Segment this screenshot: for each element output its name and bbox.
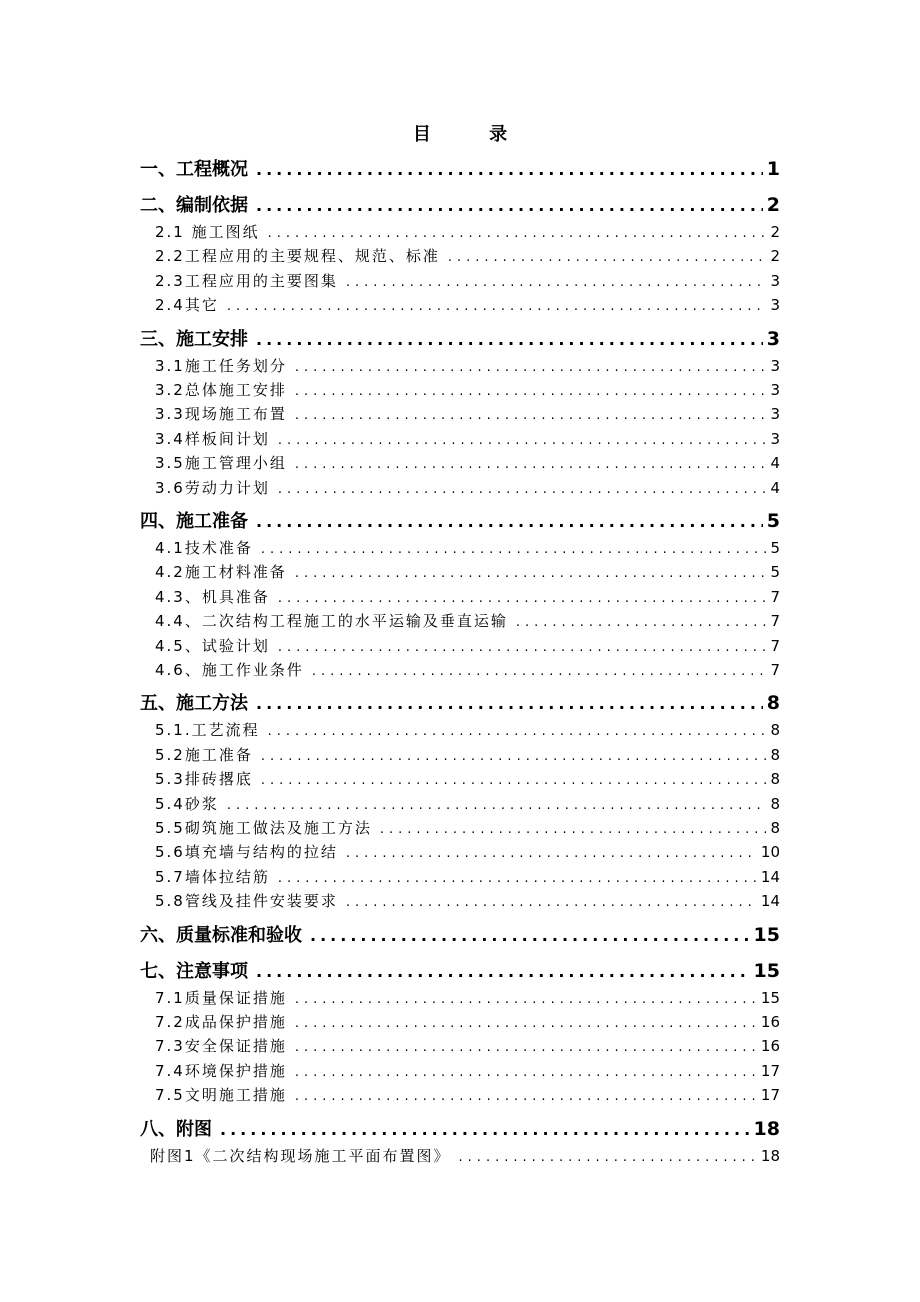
toc-page-number: 2 (770, 247, 780, 266)
toc-subentry[interactable] (0, 477, 920, 498)
dot-leader (295, 1065, 757, 1080)
toc-entry-label: 4.4、二次结构工程施工的水平运输及垂直运输 (155, 612, 508, 631)
toc-entry-label: 5.2施工准备 (155, 745, 253, 764)
dot-leader (448, 250, 766, 265)
toc-page-number: 4 (770, 454, 780, 473)
toc-entry-label: 5.5砌筑施工做法及施工方法 (155, 819, 372, 837)
toc-page-number: 15 (753, 959, 780, 982)
toc-subentry[interactable] (0, 659, 920, 680)
dot-leader (256, 160, 763, 179)
toc-entry-label: 一、工程概况 (140, 159, 248, 180)
toc-entry-label: 5.1.工艺流程 (155, 721, 260, 740)
dot-leader (256, 694, 763, 713)
dot-leader (227, 299, 766, 314)
toc-page-number: 3 (770, 405, 780, 424)
dot-leader (295, 566, 766, 581)
toc-heading-entry[interactable] (0, 921, 920, 947)
toc-subentry[interactable] (0, 1035, 920, 1056)
toc-entry-label: 4.1技术准备 (155, 539, 253, 557)
toc-page-number: 5 (770, 563, 780, 582)
toc-entry-label: 5.6填充墙与结构的拉结 (155, 843, 338, 862)
toc-title: 目 录 (412, 124, 534, 145)
toc-entry-label: 5.7墙体拉结筋 (155, 867, 270, 886)
toc-subentry[interactable] (0, 537, 920, 558)
toc-heading-entry[interactable] (0, 957, 920, 983)
dot-leader (295, 360, 766, 375)
dot-leader (278, 482, 766, 497)
dot-leader (227, 798, 766, 813)
toc-page-number: 3 (770, 429, 780, 448)
dot-leader (256, 330, 763, 349)
toc-entry-label: 二、编制依据 (140, 195, 248, 216)
toc-page-number: 2 (766, 194, 780, 216)
toc-page-number: 8 (770, 794, 780, 813)
toc-page-number: 17 (760, 1086, 780, 1105)
toc-page-number: 1 (766, 158, 780, 180)
toc-page-number: 18 (753, 1117, 780, 1140)
toc-page-number: 5 (766, 510, 780, 532)
toc-page-number: 7 (770, 661, 780, 679)
toc-subentry[interactable] (0, 817, 920, 838)
toc-page-number: 16 (760, 1013, 780, 1031)
toc-page-number: 14 (760, 867, 780, 886)
dot-leader (268, 226, 766, 241)
toc-heading-entry[interactable] (0, 689, 920, 715)
toc-entry-label: 2.3工程应用的主要图集 (155, 271, 338, 290)
toc-entry-label: 附图1《二次结构现场施工平面布置图》 (150, 1146, 451, 1165)
toc-page-number: 2 (770, 223, 780, 241)
toc-page-number: 8 (770, 745, 780, 764)
toc-entry-label: 八、附图 (140, 1118, 212, 1140)
toc-subentry[interactable] (0, 1011, 920, 1032)
toc-entry-label: 3.3现场施工布置 (155, 405, 287, 424)
toc-subentry[interactable] (0, 379, 920, 400)
toc-page-number: 14 (760, 892, 780, 911)
toc-subentry[interactable] (0, 987, 920, 1008)
toc-page-number: 15 (753, 923, 780, 946)
toc-heading-entry[interactable] (0, 191, 920, 217)
dot-leader (295, 1089, 757, 1104)
toc-subentry[interactable] (0, 561, 920, 582)
toc-entry-label: 4.6、施工作业条件 (155, 661, 304, 679)
toc-page-number: 8 (770, 819, 780, 837)
toc-page-number: 8 (770, 770, 780, 789)
toc-subentry[interactable] (0, 452, 920, 473)
toc-subentry[interactable] (0, 1084, 920, 1105)
toc-entry-label: 2.4其它 (155, 296, 219, 315)
toc-entry-label: 4.3、机具准备 (155, 587, 270, 606)
toc-entry-label: 3.2总体施工安排 (155, 381, 287, 399)
toc-heading-entry[interactable] (0, 325, 920, 351)
toc-subentry[interactable] (0, 890, 920, 911)
toc-entry-label: 4.2施工材料准备 (155, 563, 287, 582)
dot-leader (295, 408, 766, 423)
dot-leader (261, 773, 766, 788)
toc-subentry[interactable] (0, 270, 920, 291)
toc-entry-label: 五、施工方法 (140, 693, 248, 715)
toc-subentry[interactable] (0, 1060, 920, 1081)
toc-entry-label: 5.4砂浆 (155, 794, 219, 813)
toc-heading-entry[interactable] (0, 507, 920, 533)
toc-page-number: 8 (766, 692, 780, 715)
toc-page-number: 15 (760, 988, 780, 1007)
toc-entry-label: 2.1 施工图纸 (155, 223, 260, 241)
toc-subentry[interactable] (0, 635, 920, 656)
toc-subentry[interactable] (0, 1145, 920, 1166)
toc-heading-entry[interactable] (0, 1115, 920, 1141)
toc-entry-label: 四、施工准备 (140, 511, 248, 532)
dot-leader (256, 512, 763, 531)
toc-entry-label: 3.6劳动力计划 (155, 478, 270, 497)
toc-entry-label: 三、施工安排 (140, 328, 248, 350)
toc-page-number: 17 (760, 1061, 780, 1080)
dot-leader (261, 749, 766, 764)
toc-subentry[interactable] (0, 245, 920, 266)
dot-leader (278, 871, 757, 886)
toc-page-number: 5 (770, 539, 780, 557)
dot-leader (346, 846, 757, 861)
toc-entry-label: 7.2成品保护措施 (155, 1013, 287, 1031)
toc-entry-label: 7.5文明施工措施 (155, 1086, 287, 1105)
dot-leader (261, 542, 766, 557)
toc-subentry[interactable] (0, 403, 920, 424)
toc-entry-label: 3.5施工管理小组 (155, 454, 287, 473)
toc-page-number: 3 (766, 327, 780, 350)
toc-subentry[interactable] (0, 221, 920, 242)
toc-subentry[interactable] (0, 428, 920, 449)
toc-page-number: 7 (770, 636, 780, 655)
toc-page-number: 3 (770, 381, 780, 399)
toc-page-number: 7 (770, 587, 780, 606)
dot-leader (459, 1150, 757, 1165)
toc-entry-label: 7.1质量保证措施 (155, 988, 287, 1007)
dot-leader (278, 640, 766, 655)
toc-page-number: 3 (770, 296, 780, 315)
toc-page-number: 8 (770, 721, 780, 740)
toc-subentry[interactable] (0, 355, 920, 376)
toc-subentry[interactable] (0, 744, 920, 765)
dot-leader (295, 457, 766, 472)
toc-entry-label: 3.4样板间计划 (155, 429, 270, 448)
toc-subentry[interactable] (0, 719, 920, 740)
toc-entry-label: 七、注意事项 (140, 960, 248, 982)
toc-entry-label: 4.5、试验计划 (155, 636, 270, 655)
toc-entry-label: 7.4环境保护措施 (155, 1061, 287, 1080)
toc-entry-label: 六、质量标准和验收 (140, 924, 302, 946)
dot-leader (295, 384, 766, 399)
dot-leader (346, 895, 757, 910)
dot-leader (268, 724, 766, 739)
dot-leader (278, 591, 766, 606)
toc-subentry[interactable] (0, 610, 920, 631)
toc-page-number: 3 (770, 271, 780, 290)
dot-leader (312, 664, 766, 679)
dot-leader (256, 962, 750, 981)
toc-entry-label: 5.8管线及挂件安装要求 (155, 892, 338, 911)
toc-entry-label: 5.3排砖撂底 (155, 770, 253, 789)
dot-leader (295, 992, 757, 1007)
toc-subentry[interactable] (0, 841, 920, 862)
dot-leader (310, 926, 750, 945)
dot-leader (220, 1120, 750, 1139)
toc-entry-label: 7.3安全保证措施 (155, 1037, 287, 1056)
dot-leader (256, 196, 763, 215)
toc-page-number: 10 (760, 843, 780, 862)
toc-page-number: 16 (760, 1037, 780, 1056)
dot-leader (295, 1040, 757, 1055)
toc-entry-label: 2.2工程应用的主要规程、规范、标准 (155, 247, 440, 266)
toc-subentry[interactable] (0, 294, 920, 315)
toc-subentry[interactable] (0, 768, 920, 789)
dot-leader (516, 615, 766, 630)
toc-page-number: 4 (770, 478, 780, 497)
toc-subentry[interactable] (0, 793, 920, 814)
toc-page-number: 7 (770, 612, 780, 631)
dot-leader (380, 822, 766, 837)
dot-leader (278, 433, 766, 448)
toc-subentry[interactable] (0, 586, 920, 607)
toc-page-number: 3 (770, 356, 780, 375)
toc-heading-entry[interactable] (0, 155, 920, 181)
dot-leader (295, 1016, 757, 1031)
toc-entry-label: 3.1施工任务划分 (155, 356, 287, 375)
toc-page-number: 18 (760, 1146, 780, 1165)
dot-leader (346, 275, 766, 290)
toc-subentry[interactable] (0, 866, 920, 887)
